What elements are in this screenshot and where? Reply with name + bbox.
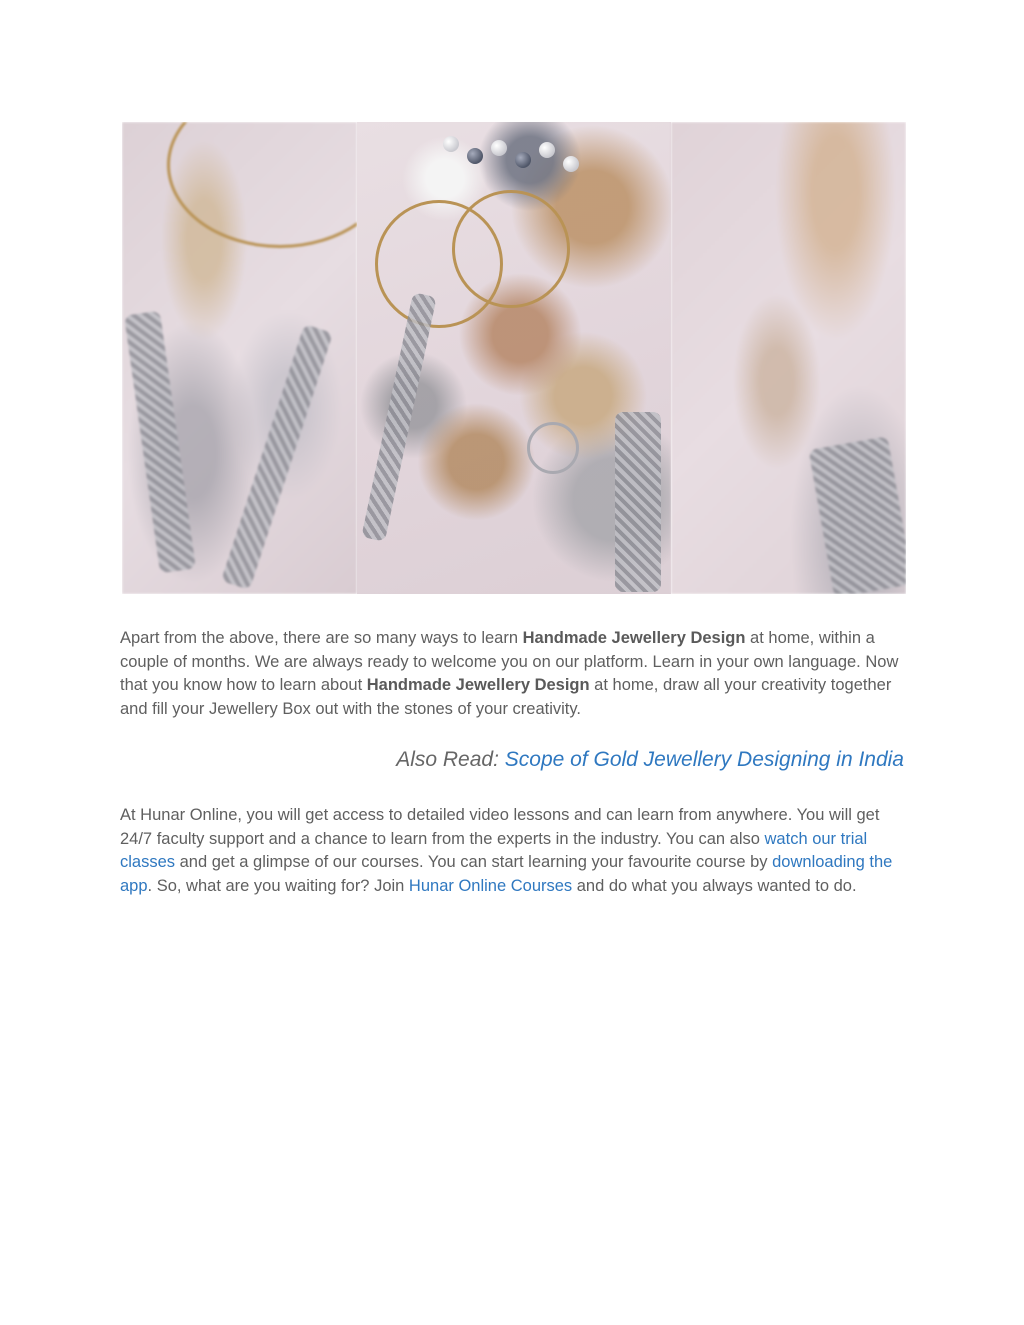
gold-ring-shape [167, 122, 357, 248]
gold-hoop-earring-shape [452, 190, 570, 308]
hero-panel-left [122, 122, 357, 594]
silver-heart-ring-shape [527, 422, 579, 474]
closing-paragraph [120, 804, 906, 898]
paragraph-text: . So, what are you waiting for? Join [147, 876, 409, 895]
silver-chain-shape [361, 292, 436, 542]
pearl-shape [467, 148, 483, 164]
also-read-label: Also Read: [396, 748, 505, 771]
paragraph-text: and get a glimpse of our courses. You can start learning your favourite course by [175, 853, 773, 871]
paragraph-text: and do what you always wanted to do. [572, 876, 857, 895]
hero-panel-right [671, 122, 906, 594]
also-read-link[interactable]: Scope of Gold Jewellery Designing in India [504, 748, 904, 771]
also-read-line [396, 748, 904, 772]
trial-classes-link[interactable]: watch our trial classes [120, 829, 868, 871]
download-app-link[interactable]: downloading the app [120, 853, 893, 895]
paragraph-text: at home, draw all your creativity together and fill your Jewellery Box out with the stones of your creativity. [120, 676, 892, 718]
jewellery-hero-image [122, 122, 906, 594]
pearl-shape [491, 140, 507, 156]
silver-chain-shape [221, 324, 333, 590]
pearl-shape [443, 136, 459, 152]
silver-tassel-shape [809, 436, 906, 594]
paragraph-text: Apart from the above, there are so many ways to learn [120, 629, 523, 647]
bold-keyword: Handmade Jewellery Design [366, 676, 590, 694]
silver-chain-shape [124, 311, 196, 573]
hero-panel-center [357, 122, 671, 594]
paragraph-text: at home, within a couple of months. We are always ready to welcome you on our platform. Learn in your own language. Now that you know how to learn about [120, 629, 899, 694]
paragraph-text: At Hunar Online, you will get access to detailed video lessons and can learn from anywhere. You will get 24/7 faculty support and a chance to learn from the experts in the industry. You can also [120, 806, 880, 848]
pearl-shape [539, 142, 555, 158]
intro-paragraph [120, 627, 906, 721]
hunar-online-courses-link[interactable]: Hunar Online Courses [408, 876, 573, 895]
bold-keyword: Handmade Jewellery Design [522, 629, 746, 647]
pearl-shape [515, 152, 531, 168]
pearl-shape [563, 156, 579, 172]
silver-tassel-shape [615, 412, 661, 592]
